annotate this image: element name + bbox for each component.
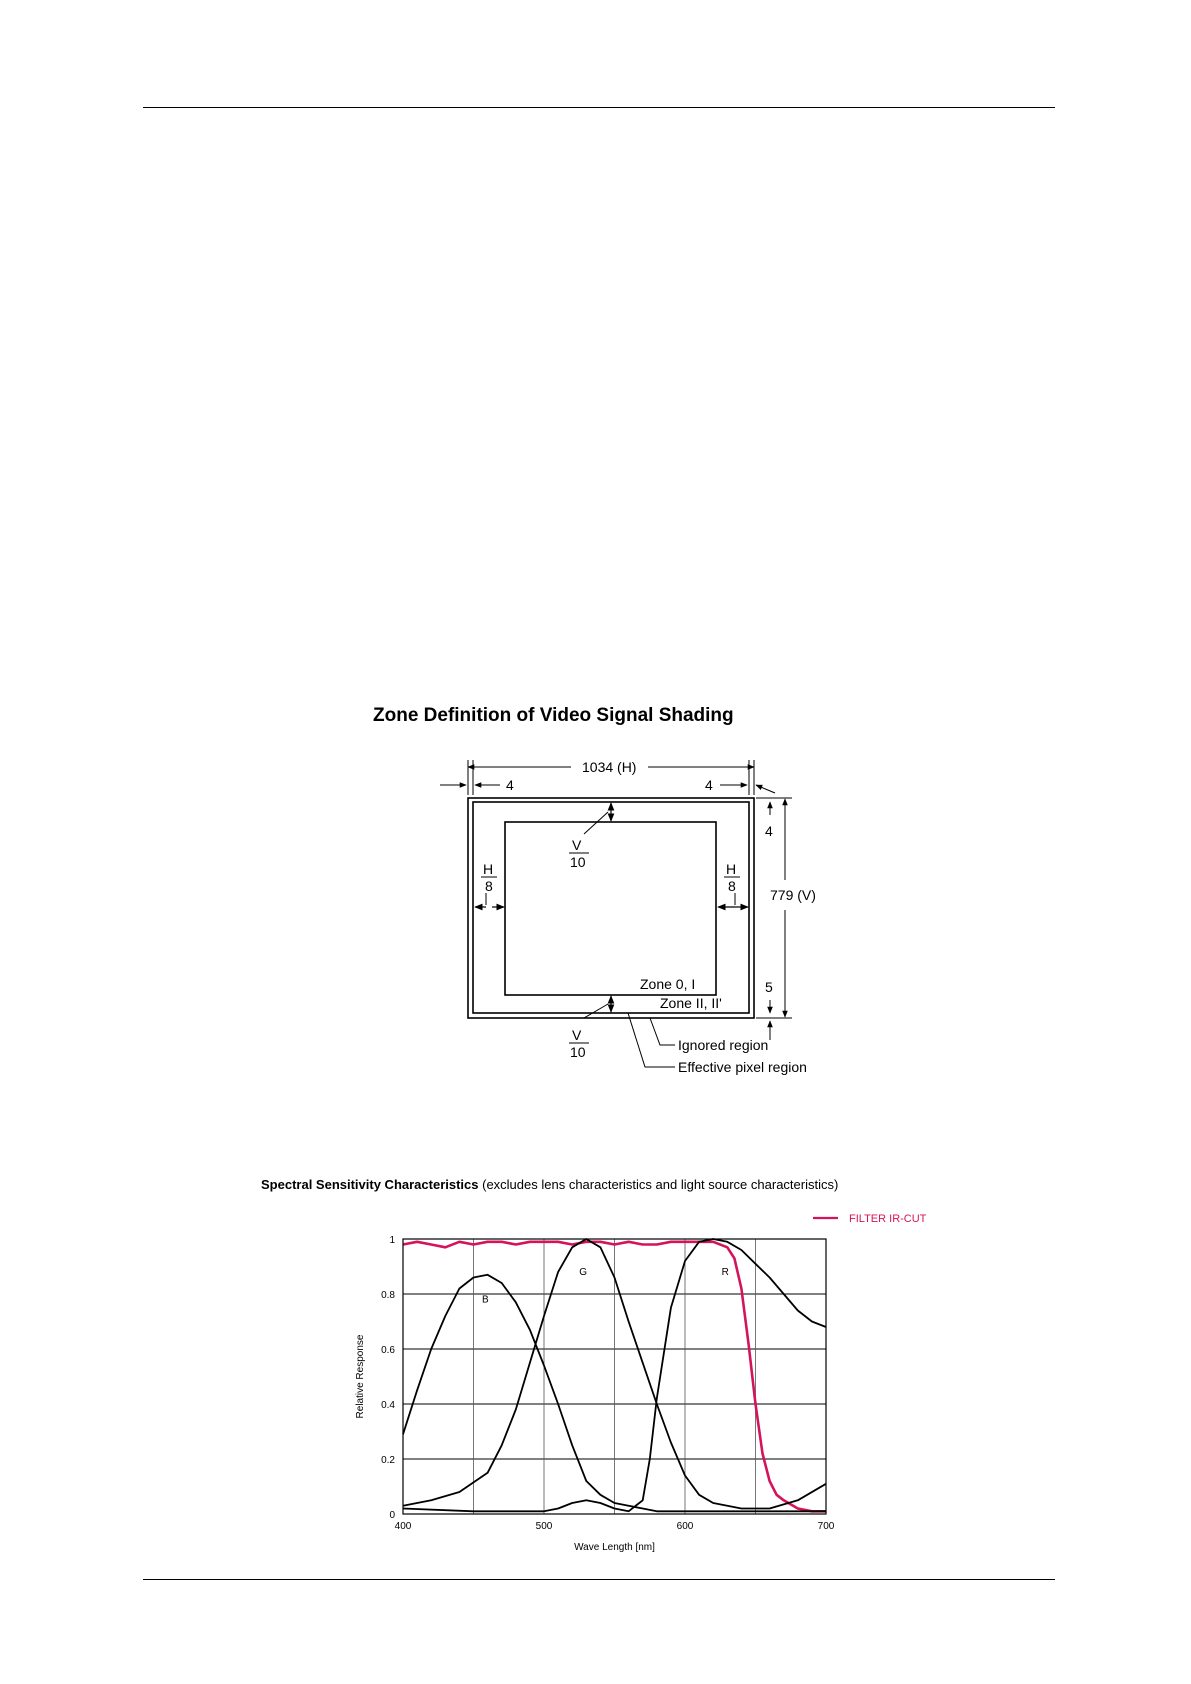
right-margin-label: 4 [705,777,713,793]
x-tick-label: 600 [676,1521,694,1532]
y-tick-label: 0 [389,1510,395,1521]
width-label: 1034 (H) [582,759,637,775]
height-label: 779 (V) [770,887,816,903]
chart-ticks [381,1235,835,1532]
zone-outer-label: Zone II, II' [660,995,722,1011]
curve-label-g: G [579,1266,588,1278]
ignored-region-label: Ignored region [678,1037,769,1053]
y-axis-label: Relative Response [355,1334,366,1419]
zone-diagram-title: Zone Definition of Video Signal Shading [373,705,734,726]
x-axis-label: Wave Length [nm] [574,1542,655,1553]
curve-label-b: B [481,1294,489,1306]
x-tick-label: 400 [394,1521,412,1532]
bottom-margin-label: 5 [765,979,773,995]
y-tick-label: 0.2 [381,1455,395,1466]
spectral-caption-title: Spectral Sensitivity Characteristics [261,1177,479,1192]
effective-region-label: Effective pixel region [678,1059,807,1075]
zone-inner-label: Zone 0, I [640,976,696,992]
top-margin-label: 4 [765,823,773,839]
x-tick-label: 700 [817,1521,835,1532]
y-tick-label: 1 [389,1235,395,1246]
v-denominator-bottom: 10 [570,1044,586,1060]
y-tick-label: 0.6 [381,1345,395,1356]
h-denominator-left: 8 [485,878,493,894]
spectral-caption-note: (excludes lens characteristics and light source characteristics) [478,1177,839,1192]
y-tick-label: 0.4 [381,1400,395,1411]
v-numerator-top: V [572,837,582,853]
x-tick-label: 500 [535,1521,553,1532]
h-numerator-left: H [483,861,494,877]
legend-label-filter: FILTER IR-CUT [849,1213,927,1225]
h-denominator-right: 8 [728,878,736,894]
left-margin-label: 4 [506,777,514,793]
h-numerator-right: H [726,861,737,877]
curve-labels [482,1267,729,1306]
y-tick-label: 0.8 [381,1290,395,1301]
curve-label-r: R [721,1266,729,1278]
v-denominator-top: 10 [570,854,586,870]
v-numerator-bottom: V [572,1027,582,1043]
